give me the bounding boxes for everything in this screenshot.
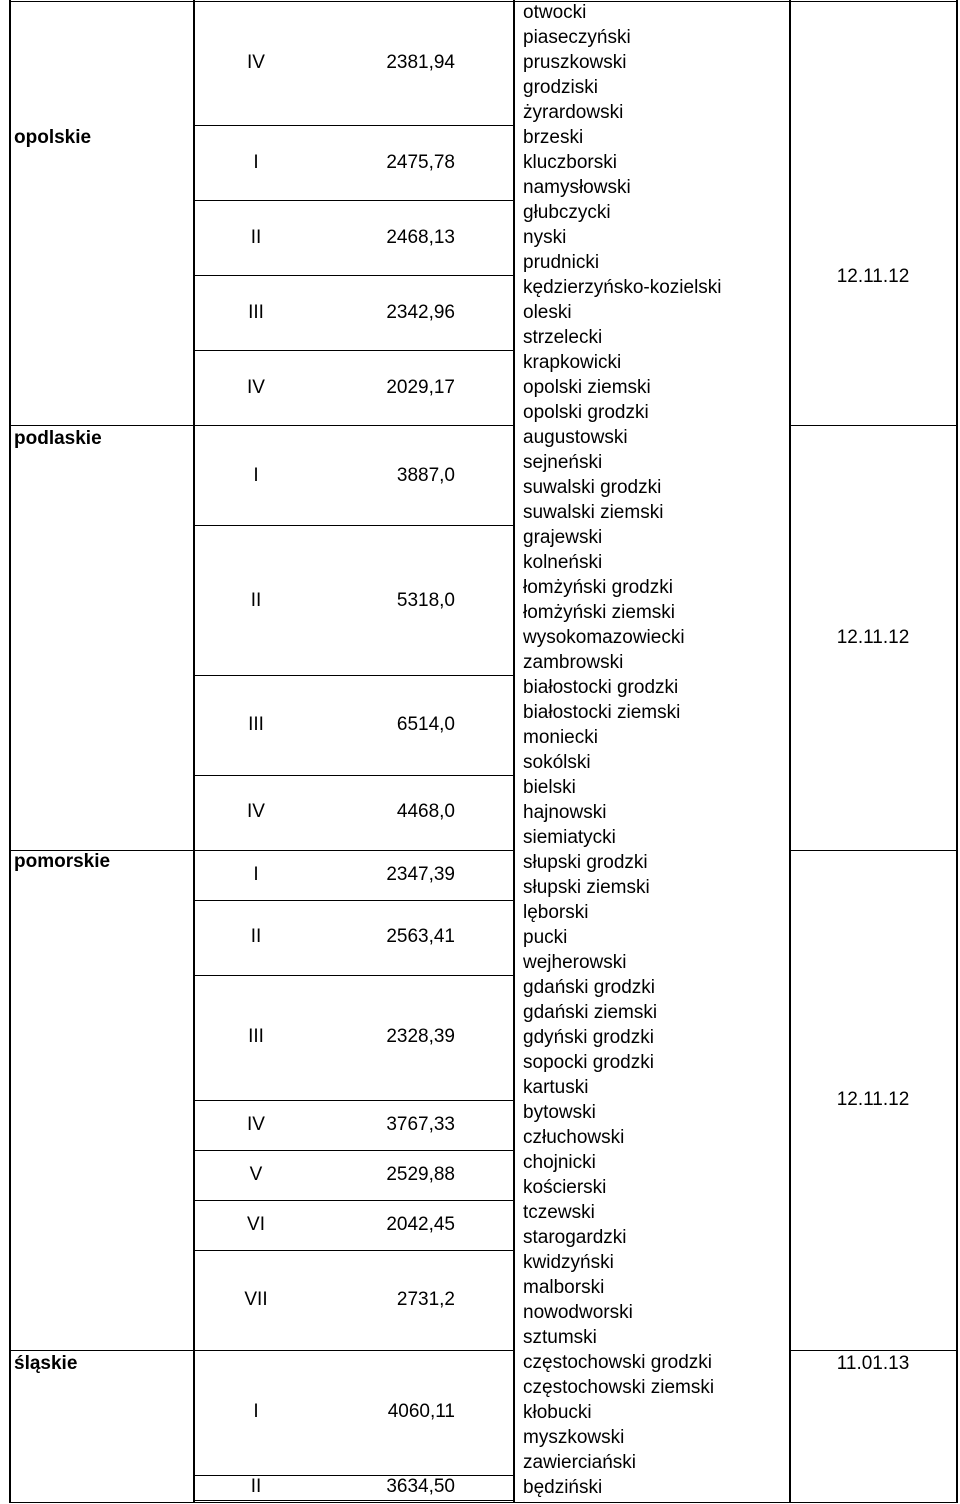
district-name: nowodworski: [523, 1302, 633, 1323]
area-amount: 6514,0: [396, 714, 455, 735]
district-name: kartuski: [523, 1077, 589, 1098]
voivodeship-name: opolskie: [14, 127, 92, 148]
district-name: żyrardowski: [523, 102, 624, 123]
voivodeship-rule: [9, 425, 193, 426]
area-amount: 5318,0: [396, 590, 455, 611]
row-rule: [193, 125, 513, 126]
district-name: oleski: [523, 302, 572, 323]
row-rule: [193, 275, 513, 276]
date-value: 12.11.12: [836, 627, 910, 648]
voivodeship-name: podlaskie: [14, 428, 102, 449]
area-category: VII: [244, 1289, 268, 1310]
row-rule: [193, 1200, 513, 1201]
district-name: siemiatycki: [523, 827, 616, 848]
voivodeship-name: pomorskie: [14, 851, 111, 872]
area-category: IV: [247, 1114, 265, 1135]
district-name: chojnicki: [523, 1152, 596, 1173]
row-rule: [193, 1250, 513, 1251]
district-name: gdański ziemski: [523, 1002, 658, 1023]
district-name: pucki: [523, 927, 568, 948]
voivodeship-rule: [9, 1350, 193, 1351]
district-name: tczewski: [523, 1202, 595, 1223]
column-rule: [193, 0, 195, 1502]
row-rule: [193, 350, 513, 351]
district-name: człuchowski: [523, 1127, 625, 1148]
district-name: starogardzki: [523, 1227, 627, 1248]
district-name: kłobucki: [523, 1402, 592, 1423]
district-name: łomżyński ziemski: [523, 602, 676, 623]
district-name: łomżyński grodzki: [523, 577, 673, 598]
date-rule: [789, 425, 956, 426]
district-name: sejneński: [523, 452, 603, 473]
area-amount: 2042,45: [386, 1214, 455, 1235]
row-rule: [193, 1100, 513, 1101]
district-name: białostocki grodzki: [523, 677, 679, 698]
area-amount: 4060,11: [387, 1401, 455, 1422]
district-name: bytowski: [523, 1102, 596, 1123]
area-category: I: [253, 152, 259, 173]
area-category: III: [248, 302, 264, 323]
area-amount: 4468,0: [396, 801, 455, 822]
district-name: lęborski: [523, 902, 589, 923]
area-category: IV: [247, 52, 265, 73]
area-category: II: [250, 1476, 262, 1497]
district-name: kluczborski: [523, 152, 617, 173]
district-name: będziński: [523, 1477, 603, 1498]
row-rule: [193, 525, 513, 526]
column-rule: [9, 0, 11, 1502]
row-rule: [193, 1500, 513, 1501]
area-category: IV: [247, 801, 265, 822]
date-rule: [789, 1350, 956, 1351]
outer-rule: [9, 1502, 958, 1503]
area-amount: 2731,2: [396, 1289, 455, 1310]
area-amount: 2529,88: [386, 1164, 455, 1185]
district-name: opolski ziemski: [523, 377, 651, 398]
district-name: kolneński: [523, 552, 603, 573]
area-category: VI: [247, 1214, 265, 1235]
area-amount: 3887,0: [396, 465, 455, 486]
area-category: I: [253, 1401, 259, 1422]
district-name: myszkowski: [523, 1427, 625, 1448]
district-name: prudnicki: [523, 252, 600, 273]
district-name: augustowski: [523, 427, 628, 448]
area-amount: 2347,39: [386, 864, 455, 885]
area-category: III: [248, 714, 264, 735]
district-name: grodziski: [523, 77, 598, 98]
row-rule: [193, 975, 513, 976]
district-name: pruszkowski: [523, 52, 627, 73]
district-name: suwalski grodzki: [523, 477, 662, 498]
district-name: gdański grodzki: [523, 977, 656, 998]
district-name: głubczycki: [523, 202, 611, 223]
area-amount: 2475,78: [386, 152, 455, 173]
area-amount: 2342,96: [386, 302, 455, 323]
date-value: 11.01.13: [836, 1353, 910, 1374]
row-rule: [193, 425, 513, 426]
district-name: słupski ziemski: [523, 877, 650, 898]
district-name: bielski: [523, 777, 576, 798]
outer-rule: [9, 1, 958, 2]
row-rule: [193, 775, 513, 776]
district-name: kędzierzyńsko-kozielski: [523, 277, 722, 298]
district-name: hajnowski: [523, 802, 607, 823]
date-rule: [789, 850, 956, 851]
district-name: krapkowicki: [523, 352, 622, 373]
area-category: IV: [247, 377, 265, 398]
voivodeship-name: śląskie: [14, 1353, 78, 1374]
district-name: grajewski: [523, 527, 603, 548]
district-name: brzeski: [523, 127, 584, 148]
area-category: II: [250, 227, 262, 248]
district-name: piaseczyński: [523, 27, 631, 48]
area-amount: 3767,33: [386, 1114, 455, 1135]
area-category: I: [253, 864, 259, 885]
area-category: I: [253, 465, 259, 486]
district-name: namysłowski: [523, 177, 631, 198]
row-rule: [193, 200, 513, 201]
row-rule: [193, 1150, 513, 1151]
district-name: nyski: [523, 227, 567, 248]
district-name: częstochowski ziemski: [523, 1377, 715, 1398]
area-amount: 2029,17: [386, 377, 455, 398]
district-name: zambrowski: [523, 652, 624, 673]
area-category: III: [248, 1026, 264, 1047]
column-rule: [956, 0, 958, 1502]
row-rule: [193, 900, 513, 901]
district-name: sztumski: [523, 1327, 597, 1348]
district-name: sokólski: [523, 752, 591, 773]
district-name: kościerski: [523, 1177, 607, 1198]
area-category: II: [250, 926, 262, 947]
column-rule: [513, 0, 515, 1502]
district-name: wysokomazowiecki: [523, 627, 685, 648]
area-category: II: [250, 590, 262, 611]
column-rule: [789, 0, 791, 1502]
row-rule: [193, 850, 513, 851]
district-name: zawierciański: [523, 1452, 636, 1473]
date-value: 12.11.12: [836, 266, 910, 287]
row-rule: [193, 1350, 513, 1351]
district-name: malborski: [523, 1277, 605, 1298]
district-name: opolski grodzki: [523, 402, 649, 423]
area-category: V: [249, 1164, 263, 1185]
district-name: białostocki ziemski: [523, 702, 681, 723]
district-name: sopocki grodzki: [523, 1052, 654, 1073]
area-amount: 2328,39: [386, 1026, 455, 1047]
district-name: gdyński grodzki: [523, 1027, 654, 1048]
district-name: częstochowski grodzki: [523, 1352, 713, 1373]
district-name: strzelecki: [523, 327, 603, 348]
district-name: wejherowski: [523, 952, 627, 973]
date-value: 12.11.12: [836, 1089, 910, 1110]
district-name: kwidzyński: [523, 1252, 614, 1273]
district-name: suwalski ziemski: [523, 502, 664, 523]
area-amount: 3634,50: [386, 1476, 455, 1497]
row-rule: [193, 675, 513, 676]
district-name: otwocki: [523, 2, 587, 23]
area-amount: 2381,94: [386, 52, 455, 73]
district-name: moniecki: [523, 727, 598, 748]
district-name: słupski grodzki: [523, 852, 648, 873]
area-amount: 2563,41: [386, 926, 455, 947]
area-amount: 2468,13: [386, 227, 455, 248]
